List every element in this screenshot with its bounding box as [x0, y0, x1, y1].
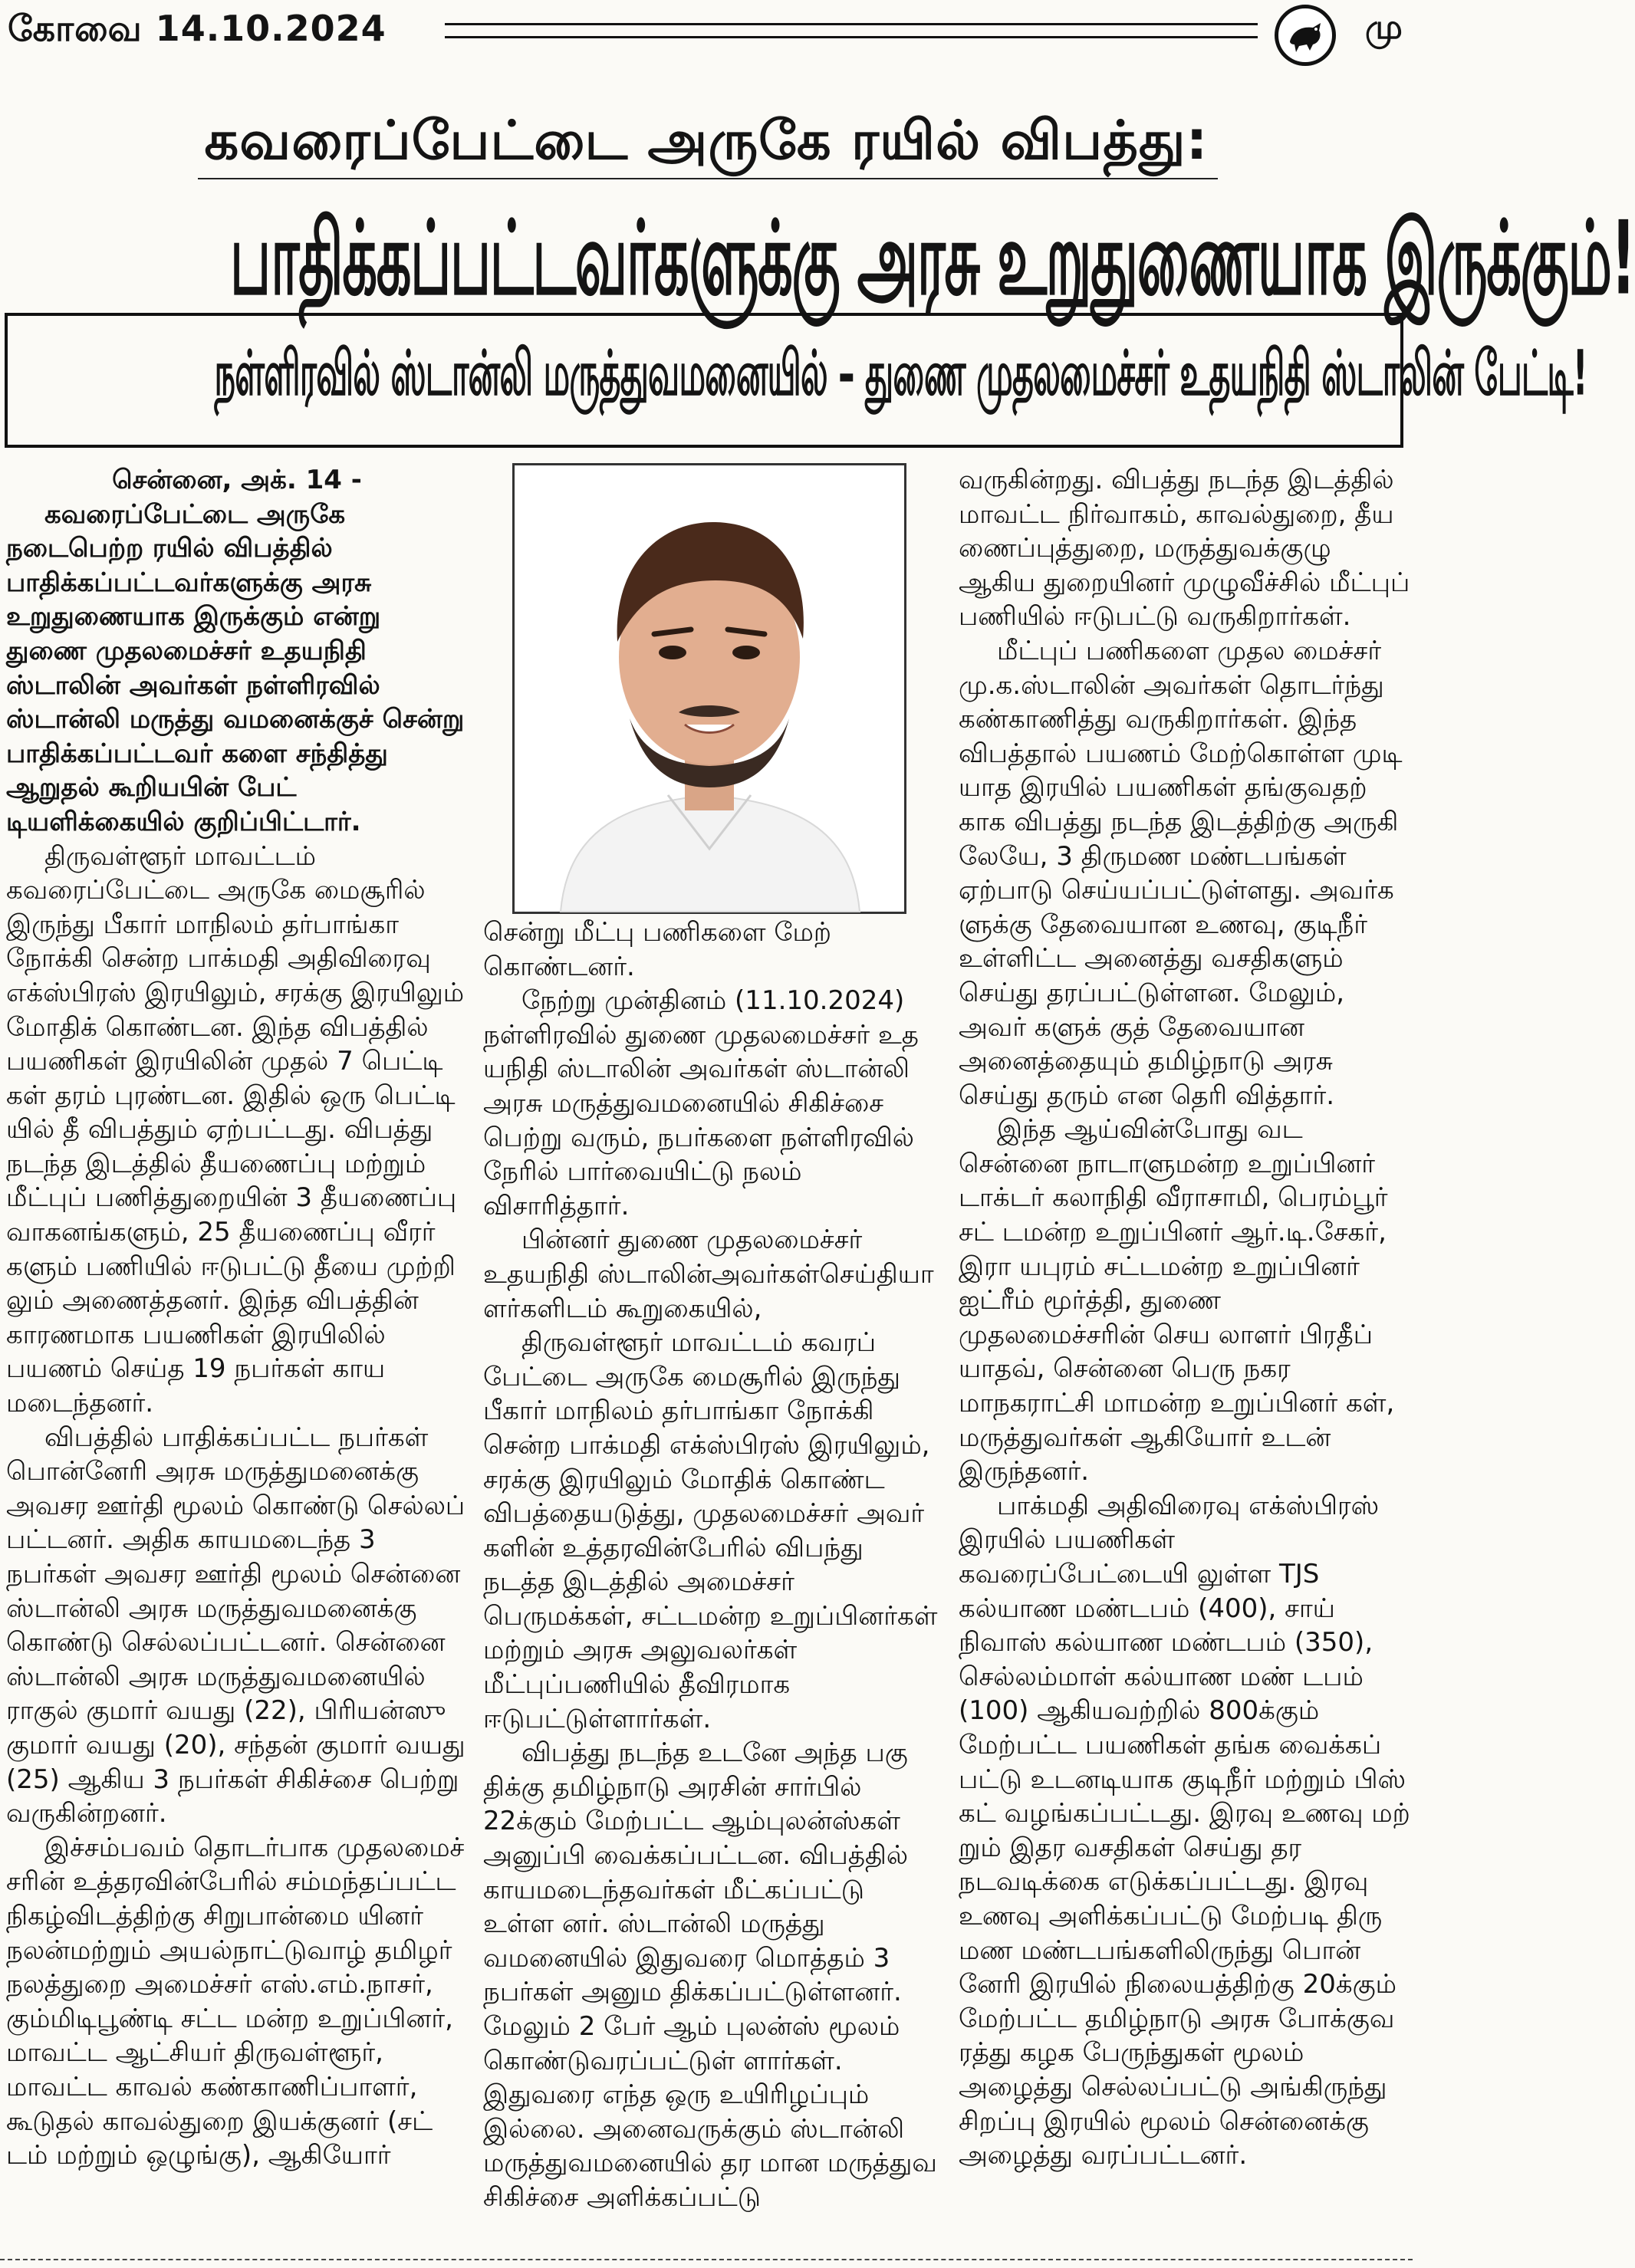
- masthead-rule: [445, 23, 1258, 38]
- paragraph: இந்த ஆய்வின்போது வட சென்னை நாடாளுமன்ற உறுப்பினர் டாக்டர் கலாநிதி வீராசாமி, பெரம்பூர் சட் டமன்ற உறுப்பினர் ஆர்.டி.சேகர், இரா யபுரம் சட்டமன்ற உறுப்பினர் ஐட்ரீம் மூர்த்தி, துணை முதலமைச்சரின் செய லாளர் பிரதீப் யாதவ், சென்னை பெரு நகர மாநகராட்சி மாமன்ற உறுப்பினர் கள், மருத்துவர்கள் ஆகியோர் உடன் இருந்தனர்.: [959, 1114, 1395, 1487]
- paragraph: விபத்து நடந்த உடனே அந்த பகு திக்கு தமிழ்நாடு அரசின் சார்பில் 22க்கும் மேற்பட்ட ஆம்புலன்ஸ்கள் அனுப்பி வைக்கப்பட்டன. விபத்தில் காயமடைந்தவர்கள் மீட்கப்பட்டு உள்ள னர். ஸ்டான்லி மருத்து வமனையில் இதுவரை மொத்தம் 3 நபர்கள் அனும திக்கப்பட்டுள்ளனர். மேலும் 2 பேர் ஆம் புலன்ஸ் மூலம் கொண்டுவரப்பட்டுள் ளார்கள். இதுவரை எந்த ஒரு உயிரிழப்பும் இல்லை. அனைவருக்கும் ஸ்டான்லி மருத்துவமனையில் தர மான மருத்துவ சிகிச்சை அளிக்கப்பட்டு: [483, 1737, 937, 2213]
- paragraph: வருகின்றது. விபத்து நடந்த இடத்தில் மாவட்ட நிர்வாகம், காவல்துறை, தீய ணைப்புத்துறை, மருத்துவக்குழு ஆகிய துறையினர் முழுவீச்சில் மீட்புப் பணியில் ஈடுபட்டு வருகிறார்கள்.: [959, 465, 1410, 633]
- main-headline: பாதிக்கப்பட்டவர்களுக்கு அரசு உறுதுணையாக இருக்கும்!: [229, 199, 1635, 317]
- kicker-underline: [198, 178, 1218, 179]
- paragraph: திருவள்ளூர் மாவட்டம் கவரைப்பேட்டை அருகே மைசூரில் இருந்து பீகார் மாநிலம் தர்பாங்கா நோக்கி சென்ற பாக்மதி அதிவிரைவு எக்ஸ்பிரஸ் இரயிலும், சரக்கு இரயிலும் மோதிக் கொண்டன. இந்த விபத்தில் பயணிகள் இரயிலின் முதல் 7 பெட்டி கள் தரம் புரண்டன. இதில் ஒரு பெட்டி யில் தீ விபத்தும் ஏற்பட்டது. விபத்து நடந்த இடத்தில் தீயணைப்பு மற்றும் மீட்புப் பணித்துறையின் 3 தீயணைப்பு வாகனங்களும், 25 தீயணைப்பு வீரர் களும் பணியில் ஈடுபட்டு தீயை முற்றி லும் அணைத்தனர். இந்த விபத்தின் காரணமாக பயணிகள் இரயிலில் பயணம் செய்த 19 நபர்கள் காய மடைந்தனர்.: [6, 840, 465, 1419]
- paragraph: விபத்தில் பாதிக்கப்பட்ட நபர்கள் பொன்னேரி அரசு மருத்துமனைக்கு அவசர ஊர்தி மூலம் கொண்டு செல்லப் பட்டனர். அதிக காயமடைந்த 3 நபர்கள் அவசர ஊர்தி மூலம் சென்னை ஸ்டான்லி அரசு மருத்துவமனைக்கு கொண்டு செல்லப்பட்டனர். சென்னை ஸ்டான்லி அரசு மருத்துவமனையில் ராகுல் குமார் வயது (22), பிரியன்ஸு குமார் வயது (20), சந்தன் குமார் வயது (25) ஆகிய 3 நபர்கள் சிகிச்சை பெற்று வருகின்றனர்.: [6, 1422, 465, 1829]
- paragraph: திருவள்ளூர் மாவட்டம் கவரப் பேட்டை அருகே மைசூரில் இருந்து பீகார் மாநிலம் தர்பாங்கா நோக்கி சென்ற பாக்மதி எக்ஸ்பிரஸ் இரயிலும், சரக்கு இரயிலும் மோதிக் கொண்ட விபத்தையடுத்து, முதலமைச்சர் அவர் களின் உத்தரவின்பேரில் விபந்து நடத்த இடத்தில் அமைச்சர் பெருமக்கள், சட்டமன்ற உறுப்பினர்கள் மற்றும் அரசு அலுவலர்கள் மீட்புப்பணியில் தீவிரமாக ஈடுபட்டுள்ளார்கள்.: [483, 1327, 938, 1734]
- subhead: நள்ளிரவில் ஸ்டான்லி மருத்துவமனையில் – துணை முதலமைச்சர் உதயநிதி ஸ்டாலின் பேட்டி!: [214, 337, 1587, 410]
- dateline: கோவை 14.10.2024: [8, 8, 387, 49]
- kicker-headline: கவரைப்பேட்டை அருகே ரயில் விபத்து:: [204, 109, 1209, 172]
- article-column-1: [6, 463, 468, 2173]
- portrait-photo-icon: [515, 465, 904, 912]
- lead-paragraph: கவரைப்பேட்டை அருகே நடைபெற்ற ரயில் விபத்தில் பாதிக்கப்பட்டவர்களுக்கு அரசு உறுதுணையாக இருக்கும் என்று துணை முதலமைச்சர் உதயநிதி ஸ்டாலின் அவர்கள் நள்ளிரவில் ஸ்டான்லி மருத்து வமனைக்குச் சென்று பாதிக்கப்பட்டவர் களை சந்தித்து ஆறுதல் கூறியபின் பேட் டியளிக்கையில் குறிப்பிட்டார்.: [6, 498, 465, 837]
- byline: சென்னை, அக். 14 -: [112, 465, 362, 495]
- paragraph: மீட்புப் பணிகளை முதல மைச்சர் மு.க.ஸ்டாலின் அவர்கள் தொடர்ந்து கண்காணித்து வருகிறார்கள். இந்த விபத்தால் பயணம் மேற்கொள்ள முடி யாத இரயில் பயணிகள் தங்குவதற் காக விபத்து நடந்த இடத்திற்கு அருகி லேயே, 3 திருமண மண்டபங்கள் ஏற்பாடு செய்யப்பட்டுள்ளது. அவர்க ளுக்கு தேவையான உணவு, குடிநீர் உள்ளிட்ட அனைத்து வசதிகளும் செய்து தரப்பட்டுள்ளன. மேலும், அவர் களுக் குத் தேவையான அனைத்தையும் தமிழ்நாடு அரசு செய்து தரும் என தெரி வித்தார்.: [959, 635, 1403, 1111]
- paragraph: நேற்று முன்தினம் (11.10.2024) நள்ளிரவில் துணை முதலமைச்சர் உத யநிதி ஸ்டாலின் அவர்கள் ஸ்டான்லி அரசு மருத்துவமனையில் சிகிச்சை பெற்று வரும், நபர்களை நள்ளிரவில் நேரில் பார்வையிட்டு நலம் விசாரித்தார்.: [483, 985, 919, 1221]
- paragraph: இச்சம்பவம் தொடர்பாக முதலமைச் சரின் உத்தரவின்பேரில் சம்மந்தப்பட்ட நிகழ்விடத்திற்கு சிறுபான்மை யினர் நலன்மற்றும் அயல்நாட்டுவாழ் தமிழர் நலத்துறை அமைச்சர் எஸ்.எம்.நாசர், கும்மிடிபூண்டி சட்ட மன்ற உறுப்பினர், மாவட்ட ஆட்சியர் திருவள்ளூர், மாவட்ட காவல் கண்காணிப்பாளர், கூடுதல் காவல்துறை இயக்குனர் (சட் டம் மற்றும் ஒழுங்கு), ஆகியோர்: [6, 1832, 465, 2171]
- paragraph: பின்னர் துணை முதலமைச்சர் உதயநிதி ஸ்டாலின்அவர்கள்செய்தியா ளர்களிடம் கூறுகையில்,: [483, 1224, 934, 1324]
- paper-initial: மு: [1365, 8, 1403, 47]
- portrait-photo: [512, 463, 906, 914]
- newspaper-logo-icon: [1275, 5, 1336, 66]
- paragraph: சென்று மீட்பு பணிகளை மேற் கொண்டனர்.: [483, 917, 832, 982]
- article-column-3: [959, 463, 1411, 2173]
- bottom-rule: [0, 2259, 1413, 2263]
- paragraph: பாக்மதி அதிவிரைவு எக்ஸ்பிரஸ் இரயில் பயணிகள் கவரைப்பேட்டையி லுள்ள TJS கல்யாண மண்டபம் (400), சாய் நிவாஸ் கல்யாண மண்டபம் (350), செல்லம்மாள் கல்யாண மண் டபம் (100) ஆகியவற்றில் 800க்கும் மேற்பட்ட பயணிகள் தங்க வைக்கப் பட்டு உடனடியாக குடிநீர் மற்றும் பிஸ் கட் வழங்கப்பட்டது. இரவு உணவு மற் றும் இதர வசதிகள் செய்து தர நடவடிக்கை எடுக்கப்பட்டது. இரவு உணவு அளிக்கப்பட்டு மேற்படி திரு மண மண்டபங்களிலிருந்து பொன் னேரி இரயில் நிலையத்திற்கு 20க்கும் மேற்பட்ட தமிழ்நாடு அரசு போக்குவ ரத்து கழக பேருந்துகள் மூலம் அழைத்து செல்லப்பட்டு அங்கிருந்து சிறப்பு இரயில் மூலம் சென்னைக்கு அழைத்து வரப்பட்டனர்.: [959, 1490, 1410, 2171]
- masthead: [0, 0, 1413, 64]
